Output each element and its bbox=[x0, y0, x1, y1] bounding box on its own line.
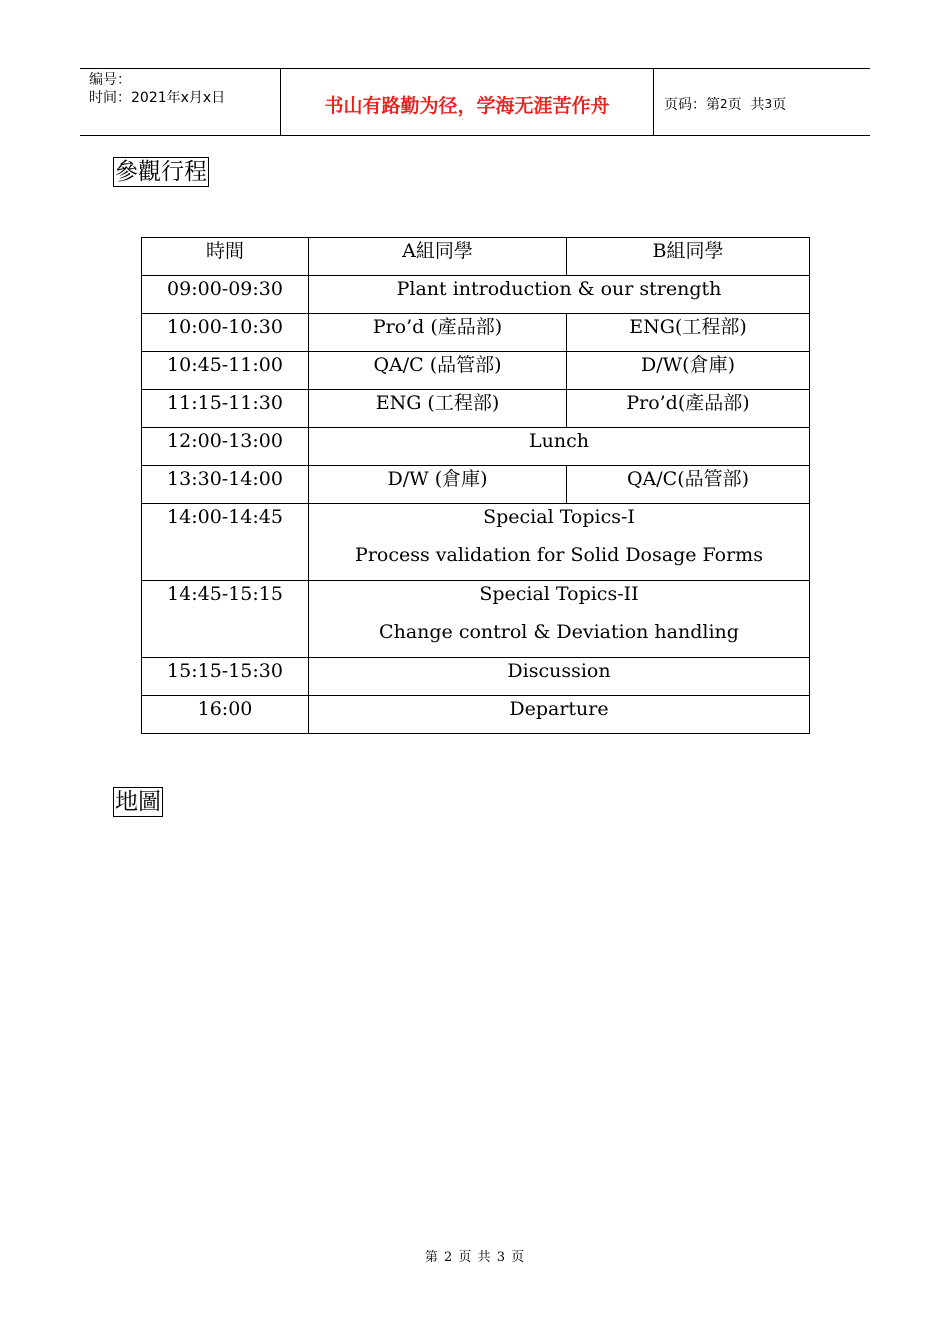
row-time: 11:15-11:30 bbox=[142, 390, 309, 428]
row-group-a: ENG (工程部) bbox=[309, 390, 567, 428]
row-time: 14:00-14:45 bbox=[142, 504, 309, 581]
table-row bbox=[142, 390, 810, 428]
table-row bbox=[142, 696, 810, 734]
document-number-label: 编号： bbox=[89, 72, 131, 88]
table-row bbox=[142, 581, 810, 658]
row-group-a: D/W (倉庫) bbox=[309, 466, 567, 504]
row-time: 14:45-15:15 bbox=[142, 581, 309, 658]
row-group-a: Pro’d (產品部) bbox=[309, 314, 567, 352]
activity-line: Special Topics-II bbox=[479, 583, 639, 605]
row-activity bbox=[309, 504, 810, 581]
activity-line: Special Topics-I bbox=[483, 506, 635, 528]
table-row bbox=[142, 466, 810, 504]
header-time: 時間 bbox=[142, 238, 309, 276]
table-header-row bbox=[142, 238, 810, 276]
page-total: 3 bbox=[764, 97, 773, 111]
row-time: 15:15-15:30 bbox=[142, 658, 309, 696]
row-activity: Departure bbox=[309, 696, 810, 734]
document-date: 时间：2021年x月x日 bbox=[89, 90, 226, 106]
activity-line: Process validation for Solid Dosage Forms bbox=[355, 544, 763, 566]
page-suffix: 页 bbox=[772, 97, 787, 113]
header-meta bbox=[80, 69, 281, 135]
row-group-a: QA/C (品管部) bbox=[309, 352, 567, 390]
row-time: 10:00-10:30 bbox=[142, 314, 309, 352]
row-time: 16:00 bbox=[142, 696, 309, 734]
header-group-a: A組同學 bbox=[309, 238, 567, 276]
row-time: 09:00-09:30 bbox=[142, 276, 309, 314]
row-group-b: QA/C(品管部) bbox=[567, 466, 810, 504]
header-motto: 书山有路勤为径，学海无涯苦作舟 bbox=[281, 69, 654, 135]
table-row bbox=[142, 276, 810, 314]
map-title: 地圖 bbox=[115, 789, 161, 815]
page-prefix: 页码：第 bbox=[664, 97, 720, 113]
table-row bbox=[142, 658, 810, 696]
page-header bbox=[80, 68, 870, 136]
row-activity: Plant introduction & our strength bbox=[309, 276, 810, 314]
row-group-b: ENG(工程部) bbox=[567, 314, 810, 352]
table-row bbox=[142, 314, 810, 352]
row-time: 12:00-13:00 bbox=[142, 428, 309, 466]
header-group-b: B組同學 bbox=[567, 238, 810, 276]
row-group-b: Pro’d(產品部) bbox=[567, 390, 810, 428]
table-row bbox=[142, 504, 810, 581]
schedule-table bbox=[141, 237, 810, 734]
row-activity: Discussion bbox=[309, 658, 810, 696]
row-group-b: D/W(倉庫) bbox=[567, 352, 810, 390]
row-time: 13:30-14:00 bbox=[142, 466, 309, 504]
header-page-info bbox=[654, 69, 870, 135]
table-row bbox=[142, 428, 810, 466]
itinerary-title: 參觀行程 bbox=[115, 159, 207, 185]
page-footer: 第 2 页 共 3 页 bbox=[424, 1250, 526, 1265]
page-mid: 页 共 bbox=[727, 97, 765, 113]
page-current: 2 bbox=[720, 97, 728, 111]
row-activity: Lunch bbox=[309, 428, 810, 466]
row-activity bbox=[309, 581, 810, 658]
activity-line: Change control & Deviation handling bbox=[379, 621, 739, 643]
table-row bbox=[142, 352, 810, 390]
row-time: 10:45-11:00 bbox=[142, 352, 309, 390]
